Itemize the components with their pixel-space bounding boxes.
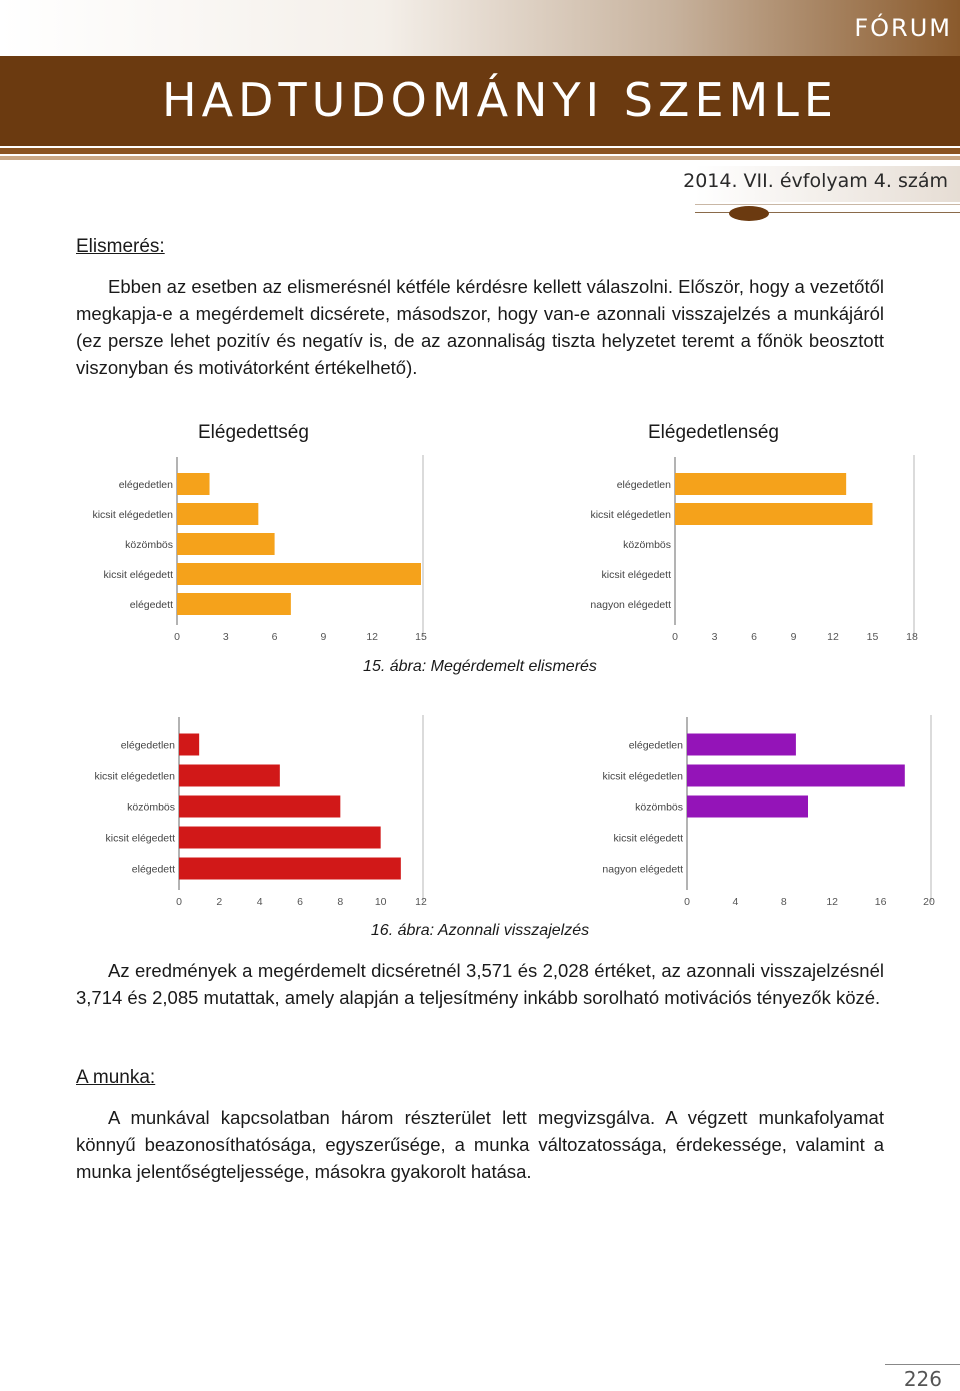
tick-label: 0	[174, 631, 180, 643]
chart-title-satisfaction: Elégedettség	[198, 422, 309, 443]
category-label: kicsit elégedetlen	[602, 770, 683, 783]
tick-label: 15	[415, 631, 427, 643]
category-label: közömbös	[623, 539, 671, 551]
recognition-paragraph: Ebben az esetben az elismerésnél kétféle kérdésre kellett válaszolni. Először, hogy a vezetőtől megkapja-e a megérdemelt dicsérete, másodszor, hogy van-e azonnali visszajelzés a munkájáról (ez persze lehet pozitív és negatív is, de az azonnaliság tiszta helyzetet teremt a főnök beosztott viszonyban és motivátorként értékelhető).	[76, 276, 884, 378]
tick-label: 20	[923, 896, 935, 908]
decorative-oval	[729, 206, 769, 221]
chart-fig15-dissatisfaction	[560, 455, 940, 645]
work-heading: A munka:	[76, 1067, 156, 1088]
category-label: kicsit elégedett	[613, 832, 683, 845]
category-label: közömbös	[635, 801, 683, 814]
category-label: elégedetlen	[616, 479, 671, 491]
category-label: kicsit elégedett	[103, 569, 173, 581]
category-label: elégedetlen	[120, 739, 175, 752]
bar	[177, 473, 210, 495]
chart-fig16-dissatisfaction	[570, 715, 950, 908]
bar	[675, 503, 873, 525]
tick-label: 3	[222, 631, 229, 643]
chart-title-dissatisfaction: Elégedetlenség	[648, 422, 779, 443]
bar	[179, 765, 280, 787]
tick-label: 2	[216, 896, 223, 908]
tick-label: 6	[751, 631, 757, 643]
page-number-divider	[885, 1364, 960, 1365]
category-label: elégedett	[131, 863, 175, 876]
category-label: kicsit elégedett	[105, 832, 175, 845]
bar	[179, 827, 381, 849]
tick-label: 15	[866, 631, 879, 643]
bar	[177, 563, 421, 585]
bar	[687, 765, 905, 787]
tick-label: 12	[415, 896, 427, 908]
results-paragraph: Az eredmények a megérdemelt dicséretnél 3,571 és 2,028 értéket, az azonnali visszajelzésnél 3,714 és 2,085 mutattak, amely alapján a teljesítmény inkább sorolható motivációs tényezők közé.	[76, 960, 884, 1008]
tick-label: 12	[827, 631, 839, 643]
chart-fig15-satisfaction	[60, 455, 440, 645]
tick-label: 6	[297, 896, 303, 908]
work-paragraph: A munkával kapcsolatban három részterület lett megvizsgálva. A végzett munkafolyamat könnyű beazonosíthatósága, egyszerűsége, a munka változatossága, érdekessége, valamint a munka jelentőségteljessége, másokra gyakorolt hatása.	[76, 1107, 884, 1182]
header-stripe-light	[0, 156, 960, 160]
bar	[179, 796, 340, 818]
tick-label: 8	[780, 896, 787, 908]
bar	[177, 503, 258, 525]
bar	[179, 858, 401, 880]
category-label: nagyon elégedett	[602, 863, 683, 876]
bar	[179, 734, 199, 756]
tick-label: 4	[732, 896, 739, 908]
category-label: elégedetlen	[118, 479, 173, 491]
tick-label: 0	[672, 631, 678, 643]
category-label: közömbös	[127, 801, 175, 814]
tick-label: 0	[176, 896, 182, 908]
tick-label: 9	[790, 631, 797, 643]
tick-label: 9	[320, 631, 327, 643]
tick-label: 0	[684, 896, 690, 908]
issue-info: 2014. VII. évfolyam 4. szám	[683, 170, 948, 192]
issue-divider-light	[695, 204, 960, 205]
figure-16-caption: 16. ábra: Azonnali visszajelzés	[370, 922, 590, 939]
bar	[687, 734, 796, 756]
section-label: FÓRUM	[854, 14, 952, 42]
category-label: kicsit elégedett	[601, 569, 671, 581]
recognition-heading: Elismerés:	[76, 236, 165, 257]
category-label: elégedetlen	[628, 739, 683, 752]
header-stripe	[0, 148, 960, 154]
category-label: nagyon elégedett	[590, 599, 671, 611]
figure-15-caption: 15. ábra: Megérdemelt elismerés	[363, 658, 597, 675]
tick-label: 18	[906, 631, 918, 643]
tick-label: 12	[366, 631, 379, 643]
bar	[675, 473, 846, 495]
category-label: elégedett	[129, 599, 173, 611]
page-number: 226	[903, 1367, 942, 1391]
category-label: közömbös	[125, 539, 173, 551]
tick-label: 3	[711, 631, 718, 643]
header-gradient	[0, 0, 960, 56]
tick-label: 6	[271, 631, 278, 643]
tick-label: 10	[374, 896, 387, 908]
category-label: kicsit elégedetlen	[92, 509, 173, 521]
bar	[687, 796, 808, 818]
bar	[177, 533, 275, 555]
tick-label: 12	[826, 896, 839, 908]
category-label: kicsit elégedetlen	[590, 509, 671, 521]
bar	[177, 593, 291, 615]
chart-fig16-satisfaction	[60, 715, 440, 908]
tick-label: 8	[337, 896, 344, 908]
tick-label: 16	[874, 896, 887, 908]
journal-title: HADTUDOMÁNYI SZEMLE	[162, 73, 838, 127]
category-label: kicsit elégedetlen	[94, 770, 175, 783]
tick-label: 4	[256, 896, 263, 908]
